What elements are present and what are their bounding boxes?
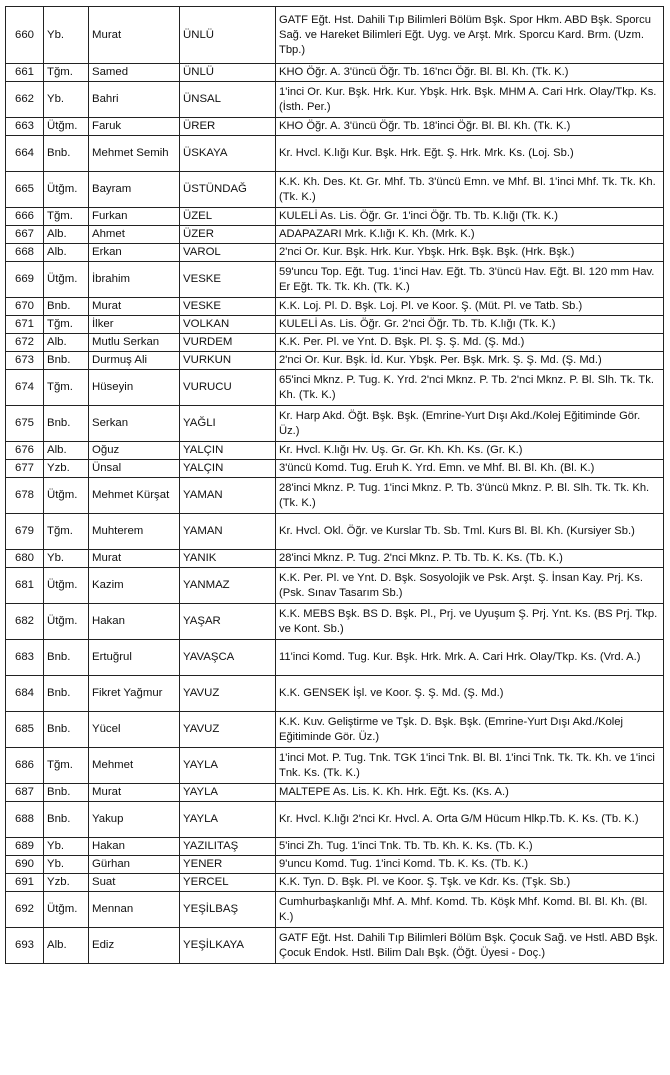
unit-assignment-cell: GATF Eğt. Hst. Dahili Tıp Bilimleri Bölüm Bşk. Çocuk Sağ. ve Hstl. ABD Bşk. Çocuk Endok. Hstl. Bilim Dalı Bşk. (Öğt. Üyesi - Doç.) [276, 928, 664, 964]
unit-assignment-cell: Kr. Hvcl. K.lığı Hv. Uş. Gr. Gr. Kh. Kh. Ks. (Gr. K.) [276, 442, 664, 460]
first-name-cell: Hakan [89, 838, 180, 856]
first-name-cell: Erkan [89, 244, 180, 262]
surname-cell: YAMAN [180, 514, 276, 550]
unit-assignment-cell: 11'inci Komd. Tug. Kur. Bşk. Hrk. Mrk. A. Cari Hrk. Olay/Tkp. Ks. (Vrd. A.) [276, 640, 664, 676]
unit-assignment-cell: Kr. Harp Akd. Öğt. Bşk. Bşk. (Emrine-Yurt Dışı Akd./Kolej Eğitiminde Gör. Üz.) [276, 406, 664, 442]
surname-cell: ÜSKAYA [180, 136, 276, 172]
row-number-cell: 672 [6, 334, 44, 352]
first-name-cell: Suat [89, 874, 180, 892]
unit-assignment-cell: 1'inci Mot. P. Tug. Tnk. TGK 1'inci Tnk. Bl. Bl. 1'inci Tnk. Tk. Tk. Kh. ve 1'inci Tnk. Ks. (Tk. K.) [276, 748, 664, 784]
rank-cell: Tğm. [44, 208, 89, 226]
unit-assignment-cell: Cumhurbaşkanlığı Mhf. A. Mhf. Komd. Tb. Köşk Mhf. Komd. Bl. Bl. Kh. (Bl. K.) [276, 892, 664, 928]
rank-cell: Yzb. [44, 874, 89, 892]
first-name-cell: Murat [89, 7, 180, 64]
row-number-cell: 662 [6, 82, 44, 118]
row-number-cell: 661 [6, 64, 44, 82]
table-row [6, 244, 664, 262]
table-row [6, 892, 664, 928]
row-number-cell: 693 [6, 928, 44, 964]
surname-cell: VURKUN [180, 352, 276, 370]
unit-assignment-cell: ADAPAZARI Mrk. K.lığı K. Kh. (Mrk. K.) [276, 226, 664, 244]
first-name-cell: Ediz [89, 928, 180, 964]
surname-cell: ÜNLÜ [180, 7, 276, 64]
first-name-cell: Murat [89, 298, 180, 316]
rank-cell: Ütğm. [44, 262, 89, 298]
table-row [6, 460, 664, 478]
table-row [6, 802, 664, 838]
surname-cell: ÜZEL [180, 208, 276, 226]
row-number-cell: 664 [6, 136, 44, 172]
surname-cell: ÜZER [180, 226, 276, 244]
row-number-cell: 683 [6, 640, 44, 676]
surname-cell: VAROL [180, 244, 276, 262]
surname-cell: YAYLA [180, 802, 276, 838]
table-row [6, 118, 664, 136]
row-number-cell: 678 [6, 478, 44, 514]
surname-cell: YERCEL [180, 874, 276, 892]
unit-assignment-cell: 9'uncu Komd. Tug. 1'inci Komd. Tb. K. Ks. (Tb. K.) [276, 856, 664, 874]
row-number-cell: 682 [6, 604, 44, 640]
unit-assignment-cell: KHO Öğr. A. 3'üncü Öğr. Tb. 16'ncı Öğr. Bl. Bl. Kh. (Tk. K.) [276, 64, 664, 82]
surname-cell: YAYLA [180, 784, 276, 802]
table-row [6, 334, 664, 352]
table-row [6, 172, 664, 208]
surname-cell: YALÇIN [180, 442, 276, 460]
first-name-cell: Samed [89, 64, 180, 82]
first-name-cell: Faruk [89, 118, 180, 136]
surname-cell: ÜNSAL [180, 82, 276, 118]
first-name-cell: Yakup [89, 802, 180, 838]
surname-cell: YAĞLI [180, 406, 276, 442]
rank-cell: Bnb. [44, 298, 89, 316]
unit-assignment-cell: 2'nci Or. Kur. Bşk. İd. Kur. Ybşk. Per. Bşk. Mrk. Ş. Ş. Md. (Ş. Md.) [276, 352, 664, 370]
row-number-cell: 691 [6, 874, 44, 892]
table-row [6, 748, 664, 784]
table-row [6, 316, 664, 334]
row-number-cell: 687 [6, 784, 44, 802]
surname-cell: ÜRER [180, 118, 276, 136]
row-number-cell: 669 [6, 262, 44, 298]
rank-cell: Tğm. [44, 370, 89, 406]
first-name-cell: Serkan [89, 406, 180, 442]
rank-cell: Tğm. [44, 514, 89, 550]
table-row [6, 640, 664, 676]
surname-cell: YAVAŞCA [180, 640, 276, 676]
table-row [6, 442, 664, 460]
table-row [6, 856, 664, 874]
table-row [6, 262, 664, 298]
first-name-cell: Hüseyin [89, 370, 180, 406]
surname-cell: YAMAN [180, 478, 276, 514]
row-number-cell: 663 [6, 118, 44, 136]
surname-cell: YAVUZ [180, 676, 276, 712]
row-number-cell: 676 [6, 442, 44, 460]
rank-cell: Alb. [44, 442, 89, 460]
table-row [6, 7, 664, 64]
table-row [6, 514, 664, 550]
table-row [6, 712, 664, 748]
surname-cell: YAZILITAŞ [180, 838, 276, 856]
surname-cell: YANMAZ [180, 568, 276, 604]
personnel-table-body [6, 7, 664, 964]
first-name-cell: Oğuz [89, 442, 180, 460]
table-row [6, 568, 664, 604]
row-number-cell: 671 [6, 316, 44, 334]
surname-cell: VURDEM [180, 334, 276, 352]
rank-cell: Yb. [44, 838, 89, 856]
row-number-cell: 685 [6, 712, 44, 748]
first-name-cell: İlker [89, 316, 180, 334]
rank-cell: Bnb. [44, 640, 89, 676]
unit-assignment-cell: K.K. Loj. Pl. D. Bşk. Loj. Pl. ve Koor. Ş. (Müt. Pl. ve Tatb. Sb.) [276, 298, 664, 316]
table-row [6, 226, 664, 244]
first-name-cell: Mehmet [89, 748, 180, 784]
table-row [6, 208, 664, 226]
unit-assignment-cell: 28'inci Mknz. P. Tug. 2'nci Mknz. P. Tb. Tb. K. Ks. (Tb. K.) [276, 550, 664, 568]
rank-cell: Ütğm. [44, 604, 89, 640]
rank-cell: Bnb. [44, 136, 89, 172]
table-row [6, 64, 664, 82]
rank-cell: Bnb. [44, 712, 89, 748]
surname-cell: YANIK [180, 550, 276, 568]
unit-assignment-cell: 5'inci Zh. Tug. 1'inci Tnk. Tb. Tb. Kh. K. Ks. (Tb. K.) [276, 838, 664, 856]
rank-cell: Ütğm. [44, 478, 89, 514]
row-number-cell: 670 [6, 298, 44, 316]
first-name-cell: Mehmet Kürşat [89, 478, 180, 514]
unit-assignment-cell: Kr. Hvcl. K.lığı Kur. Bşk. Hrk. Eğt. Ş. Hrk. Mrk. Ks. (Loj. Sb.) [276, 136, 664, 172]
row-number-cell: 689 [6, 838, 44, 856]
table-row [6, 676, 664, 712]
unit-assignment-cell: GATF Eğt. Hst. Dahili Tıp Bilimleri Bölüm Bşk. Spor Hkm. ABD Bşk. Sporcu Sağ. ve Hareket Bilimleri Eğt. Uyg. ve Arşt. Mrk. Sporcu Kard. Brm. (Uzm. Tbp.) [276, 7, 664, 64]
row-number-cell: 688 [6, 802, 44, 838]
row-number-cell: 686 [6, 748, 44, 784]
unit-assignment-cell: 59'uncu Top. Eğt. Tug. 1'inci Hav. Eğt. Tb. 3'üncü Hav. Eğt. Bl. 120 mm Hav. Er Eğt. Tk. Tk. Kh. (Tk. K.) [276, 262, 664, 298]
table-row [6, 784, 664, 802]
unit-assignment-cell: 28'inci Mknz. P. Tug. 1'inci Mknz. P. Tb. 3'üncü Mknz. P. Bl. Slh. Tk. Tk. Kh. (Tk. K.) [276, 478, 664, 514]
first-name-cell: Ertuğrul [89, 640, 180, 676]
row-number-cell: 677 [6, 460, 44, 478]
table-row [6, 550, 664, 568]
table-row [6, 352, 664, 370]
rank-cell: Tğm. [44, 748, 89, 784]
unit-assignment-cell: 1'inci Or. Kur. Bşk. Hrk. Kur. Ybşk. Hrk. Bşk. MHM A. Cari Hrk. Olay/Tkp. Ks. (İsth. Per.) [276, 82, 664, 118]
row-number-cell: 665 [6, 172, 44, 208]
unit-assignment-cell: K.K. Kuv. Geliştirme ve Tşk. D. Bşk. Bşk. (Emrine-Yurt Dışı Akd./Kolej Eğitiminde Gör. Üz.) [276, 712, 664, 748]
first-name-cell: Bayram [89, 172, 180, 208]
rank-cell: Ütğm. [44, 118, 89, 136]
rank-cell: Ütğm. [44, 172, 89, 208]
row-number-cell: 674 [6, 370, 44, 406]
row-number-cell: 660 [6, 7, 44, 64]
unit-assignment-cell: KHO Öğr. A. 3'üncü Öğr. Tb. 18'inci Öğr. Bl. Bl. Kh. (Tk. K.) [276, 118, 664, 136]
first-name-cell: Hakan [89, 604, 180, 640]
rank-cell: Ütğm. [44, 892, 89, 928]
rank-cell: Tğm. [44, 64, 89, 82]
surname-cell: YALÇIN [180, 460, 276, 478]
rank-cell: Yb. [44, 82, 89, 118]
surname-cell: YENER [180, 856, 276, 874]
row-number-cell: 690 [6, 856, 44, 874]
rank-cell: Bnb. [44, 802, 89, 838]
unit-assignment-cell: KULELİ As. Lis. Öğr. Gr. 2'nci Öğr. Tb. Tb. K.lığı (Tk. K.) [276, 316, 664, 334]
surname-cell: YAYLA [180, 748, 276, 784]
surname-cell: ÜNLÜ [180, 64, 276, 82]
first-name-cell: İbrahim [89, 262, 180, 298]
row-number-cell: 673 [6, 352, 44, 370]
surname-cell: YAVUZ [180, 712, 276, 748]
rank-cell: Alb. [44, 928, 89, 964]
row-number-cell: 667 [6, 226, 44, 244]
personnel-table [5, 6, 664, 964]
first-name-cell: Ünsal [89, 460, 180, 478]
rank-cell: Alb. [44, 244, 89, 262]
surname-cell: YEŞİLBAŞ [180, 892, 276, 928]
rank-cell: Yb. [44, 856, 89, 874]
rank-cell: Alb. [44, 334, 89, 352]
table-row [6, 298, 664, 316]
row-number-cell: 684 [6, 676, 44, 712]
unit-assignment-cell: K.K. Tyn. D. Bşk. Pl. ve Koor. Ş. Tşk. ve Kdr. Ks. (Tşk. Sb.) [276, 874, 664, 892]
first-name-cell: Mehmet Semih [89, 136, 180, 172]
first-name-cell: Yücel [89, 712, 180, 748]
table-row [6, 604, 664, 640]
surname-cell: ÜSTÜNDAĞ [180, 172, 276, 208]
unit-assignment-cell: K.K. Per. Pl. ve Ynt. D. Bşk. Sosyolojik ve Psk. Arşt. Ş. İnsan Kay. Prj. Ks. (Psk. Sınav Tasarım Sb.) [276, 568, 664, 604]
table-row [6, 478, 664, 514]
rank-cell: Yb. [44, 7, 89, 64]
first-name-cell: Mennan [89, 892, 180, 928]
first-name-cell: Muhterem [89, 514, 180, 550]
unit-assignment-cell: K.K. Per. Pl. ve Ynt. D. Bşk. Pl. Ş. Ş. Md. (Ş. Md.) [276, 334, 664, 352]
first-name-cell: Murat [89, 784, 180, 802]
table-row [6, 838, 664, 856]
row-number-cell: 679 [6, 514, 44, 550]
first-name-cell: Bahri [89, 82, 180, 118]
row-number-cell: 680 [6, 550, 44, 568]
surname-cell: VOLKAN [180, 316, 276, 334]
unit-assignment-cell: 2'nci Or. Kur. Bşk. Hrk. Kur. Ybşk. Hrk. Bşk. Bşk. (Hrk. Bşk.) [276, 244, 664, 262]
rank-cell: Bnb. [44, 352, 89, 370]
unit-assignment-cell: MALTEPE As. Lis. K. Kh. Hrk. Eğt. Ks. (Ks. A.) [276, 784, 664, 802]
unit-assignment-cell: K.K. GENSEK İşl. ve Koor. Ş. Ş. Md. (Ş. Md.) [276, 676, 664, 712]
row-number-cell: 675 [6, 406, 44, 442]
rank-cell: Bnb. [44, 406, 89, 442]
first-name-cell: Mutlu Serkan [89, 334, 180, 352]
row-number-cell: 666 [6, 208, 44, 226]
first-name-cell: Ahmet [89, 226, 180, 244]
rank-cell: Bnb. [44, 676, 89, 712]
rank-cell: Tğm. [44, 316, 89, 334]
surname-cell: VESKE [180, 298, 276, 316]
unit-assignment-cell: K.K. Kh. Des. Kt. Gr. Mhf. Tb. 3'üncü Emn. ve Mhf. Bl. 1'inci Mhf. Tk. Tk. Kh. (Tk. K.) [276, 172, 664, 208]
first-name-cell: Fikret Yağmur [89, 676, 180, 712]
table-row [6, 874, 664, 892]
table-row [6, 136, 664, 172]
surname-cell: VESKE [180, 262, 276, 298]
unit-assignment-cell: KULELİ As. Lis. Öğr. Gr. 1'inci Öğr. Tb. Tb. K.lığı (Tk. K.) [276, 208, 664, 226]
unit-assignment-cell: Kr. Hvcl. K.lığı 2'nci Kr. Hvcl. A. Orta G/M Hücum Hlkp.Tb. K. Ks. (Tb. K.) [276, 802, 664, 838]
rank-cell: Alb. [44, 226, 89, 244]
personnel-list-page [5, 6, 663, 964]
surname-cell: YEŞİLKAYA [180, 928, 276, 964]
first-name-cell: Durmuş Ali [89, 352, 180, 370]
table-row [6, 928, 664, 964]
unit-assignment-cell: K.K. MEBS Bşk. BS D. Bşk. Pl., Prj. ve Uyuşum Ş. Prj. Ynt. Ks. (BS Prj. Tkp. ve Kont. Sb.) [276, 604, 664, 640]
row-number-cell: 681 [6, 568, 44, 604]
surname-cell: VURUCU [180, 370, 276, 406]
table-row [6, 406, 664, 442]
rank-cell: Ütğm. [44, 568, 89, 604]
rank-cell: Yb. [44, 550, 89, 568]
table-row [6, 370, 664, 406]
surname-cell: YAŞAR [180, 604, 276, 640]
unit-assignment-cell: 65'inci Mknz. P. Tug. K. Yrd. 2'nci Mknz. P. Tb. 2'nci Mknz. P. Bl. Slh. Tk. Tk. Kh. (Tk. K.) [276, 370, 664, 406]
unit-assignment-cell: 3'üncü Komd. Tug. Eruh K. Yrd. Emn. ve Mhf. Bl. Bl. Kh. (Bl. K.) [276, 460, 664, 478]
rank-cell: Bnb. [44, 784, 89, 802]
first-name-cell: Gürhan [89, 856, 180, 874]
table-row [6, 82, 664, 118]
first-name-cell: Murat [89, 550, 180, 568]
unit-assignment-cell: Kr. Hvcl. Okl. Öğr. ve Kurslar Tb. Sb. Tml. Kurs Bl. Bl. Kh. (Kursiyer Sb.) [276, 514, 664, 550]
rank-cell: Yzb. [44, 460, 89, 478]
row-number-cell: 668 [6, 244, 44, 262]
first-name-cell: Furkan [89, 208, 180, 226]
row-number-cell: 692 [6, 892, 44, 928]
first-name-cell: Kazim [89, 568, 180, 604]
